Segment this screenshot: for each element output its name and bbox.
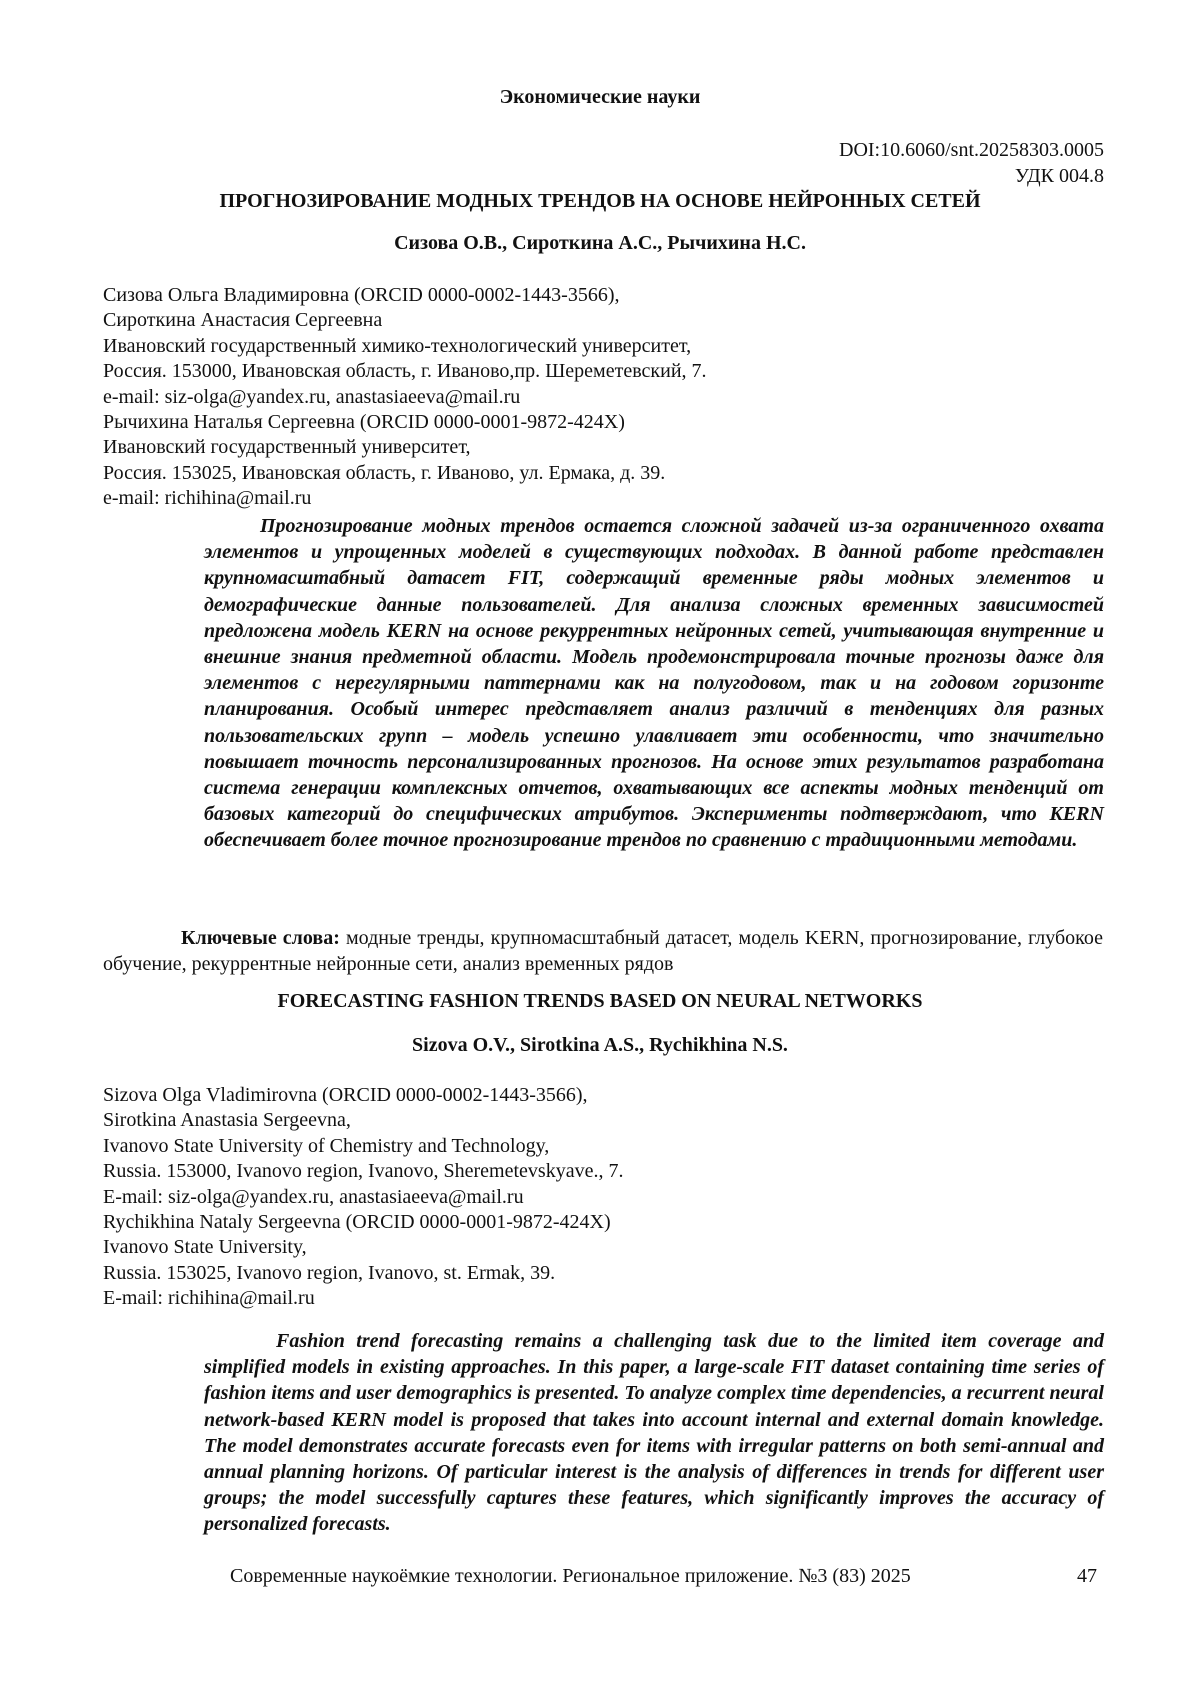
title-ru: ПРОГНОЗИРОВАНИЕ МОДНЫХ ТРЕНДОВ НА ОСНОВЕ НЕЙРОННЫХ СЕТЕЙ	[219, 190, 981, 212]
keywords-label: Ключевые слова:	[181, 927, 340, 949]
abstract-en: Fashion trend forecasting remains a challenging task due to the limited item coverage and simplified models in existing approaches. In this paper, a large-scale FIT dataset containing time series of fashion items and user demographics is presented. To analyze complex time dependencies, a recurrent neural network-based KERN model is proposed that takes into account internal and external domain knowledge. The model demonstrates accurate forecasts even for items with irregular patterns on both semi-annual and annual planning horizons. Of particular interest is the analysis of differences in trends for different user groups; the model successfully captures these features, which significantly improves the accuracy of personalized forecasts.	[204, 1330, 1104, 1536]
affiliation-line: Sizova Olga Vladimirovna (ORCID 0000-0002-1443-3566),	[103, 1084, 588, 1106]
authors-ru: Сизова О.В., Сироткина А.С., Рычихина Н.С.	[394, 232, 806, 254]
affiliation-line: Сироткина Анастасия Сергеевна	[103, 309, 383, 332]
keywords-ru	[103, 925, 1103, 977]
doi-block	[839, 137, 1104, 189]
affiliation-line: Rychikhina Nataly Sergeevna (ORCID 0000-0001-9872-424X)	[103, 1211, 611, 1234]
affiliation-line: Russia. 153000, Ivanovo region, Ivanovo, Sheremetevskyave., 7.	[103, 1160, 624, 1183]
abstract-ru: Прогнозирование модных трендов остается сложной задачей из-за ограниченного охвата элементов и упрощенных моделей в существующих подходах. В данной работе представлен крупномасштабный датасет FIT, содержащий временные ряды модных элементов и демографические данные пользователей. Для анализа сложных временных зависимостей предложена модель KERN на основе рекуррентных нейронных сетей, учитывающая внутренние и внешние знания предметной области. Модель продемонстрировала точные прогнозы даже для элементов с нерегулярными паттернами как на полугодовом, так и на годовом горизонте планирования. Особый интерес представляет анализ различий в тенденциях для разных пользовательских групп – модель успешно улавливает эти особенности, что значительно повышает точность персонализированных прогнозов. На основе этих результатов разработана система генерации комплексных отчетов, охватывающих все аспекты модных тенденций от базовых категорий до специфических атрибутов. Эксперименты подтверждают, что KERN обеспечивает более точное прогнозирование трендов по сравнению с традиционными методами.	[204, 515, 1104, 852]
affiliation-line: E-mail: siz-olga@yandex.ru, anastasiaeeva@mail.ru	[103, 1185, 524, 1208]
affiliation-line: Sirotkina Anastasia Sergeevna,	[103, 1109, 351, 1132]
keywords-text: модные тренды, крупномасштабный датасет, модель KERN, прогнозирование, глубокое обучение, рекуррентные нейронные сети, анализ временных рядов	[103, 927, 1103, 975]
udk-text: УДК 004.8	[1014, 165, 1104, 187]
affiliation-line: Рычихина Наталья Сергеевна (ORCID 0000-0001-9872-424X)	[103, 411, 625, 434]
affiliation-ru	[103, 283, 1103, 512]
affiliation-line: e-mail: richihina@mail.ru	[103, 487, 312, 510]
affiliation-line: Сизова Ольга Владимировна (ORCID 0000-0002-1443-3566),	[103, 284, 620, 306]
affiliation-line: Russia. 153025, Ivanovo region, Ivanovo, st. Ermak, 39.	[103, 1261, 556, 1284]
authors-en: Sizova O.V., Sirotkina A.S., Rychikhina N.S.	[412, 1034, 788, 1056]
section-heading: Экономические науки	[499, 86, 701, 108]
page-number: 47	[1077, 1565, 1097, 1587]
affiliation-line: Ivanovo State University of Chemistry and Technology,	[103, 1134, 550, 1157]
affiliation-line: Ивановский государственный химико-технологический университет,	[103, 334, 692, 357]
affiliation-line: e-mail: siz-olga@yandex.ru, anastasiaeeva@mail.ru	[103, 385, 521, 408]
affiliation-line: Ивановский государственный университет,	[103, 436, 471, 459]
title-en: FORECASTING FASHION TRENDS BASED ON NEURAL NETWORKS	[277, 990, 923, 1012]
affiliation-line: Россия. 153025, Ивановская область, г. Иваново, ул. Ермака, д. 39.	[103, 461, 666, 484]
journal-footer: Современные наукоёмкие технологии. Региональное приложение. №3 (83) 2025	[230, 1565, 911, 1587]
affiliation-line: Россия. 153000, Ивановская область, г. Иваново,пр. Шереметевский, 7.	[103, 360, 707, 383]
affiliation-en	[103, 1083, 1103, 1312]
doi-text: DOI:10.6060/snt.20258303.0005	[839, 139, 1104, 161]
affiliation-line: E-mail: richihina@mail.ru	[103, 1287, 315, 1310]
affiliation-line: Ivanovo State University,	[103, 1236, 307, 1259]
